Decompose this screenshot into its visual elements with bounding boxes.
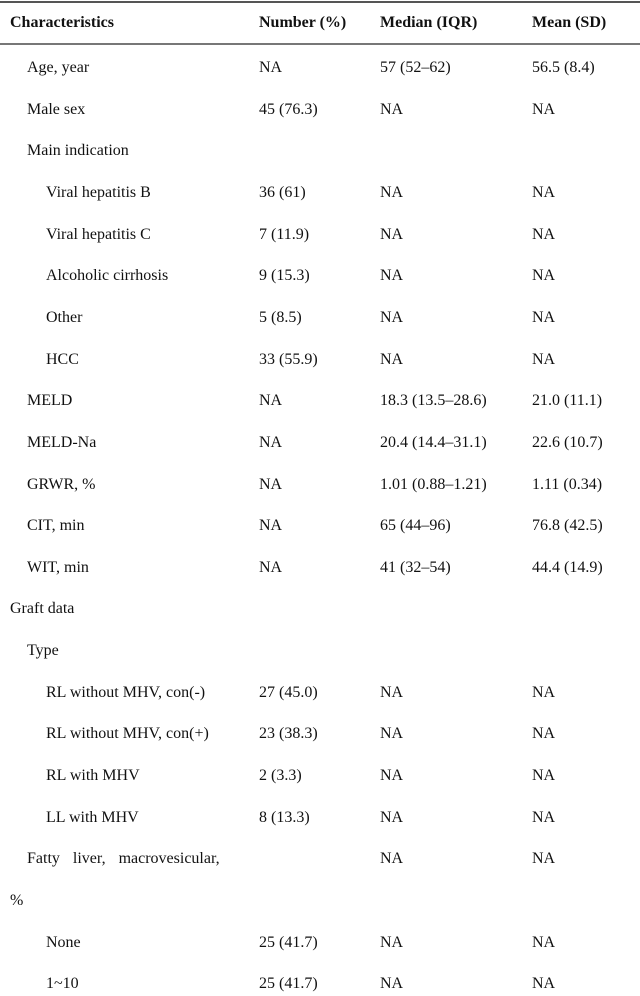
row-label: Other: [46, 308, 83, 326]
row-label: RL with MHV: [46, 767, 140, 785]
row-number: NA: [259, 475, 283, 493]
row-number: 23 (38.3): [259, 725, 318, 743]
row-mean: 76.8 (42.5): [532, 517, 603, 535]
row-mean: NA: [532, 725, 556, 743]
table-row: [0, 431, 640, 455]
row-mean: 44.4 (14.9): [532, 558, 603, 576]
row-number: 25 (41.7): [259, 975, 318, 993]
row-number: 9 (15.3): [259, 267, 310, 285]
header-characteristics: Characteristics: [10, 14, 114, 31]
row-mean: NA: [532, 225, 556, 243]
table-row: [0, 264, 640, 288]
row-label: None: [46, 933, 81, 951]
row-number: NA: [259, 59, 283, 76]
row-number: 8 (13.3): [259, 808, 310, 826]
row-label: HCC: [46, 350, 79, 368]
row-median: NA: [380, 725, 404, 743]
row-label: WIT, min: [27, 558, 89, 576]
row-label: Male sex: [27, 100, 86, 118]
table-row: [0, 722, 640, 746]
row-median: 1.01 (0.88–1.21): [380, 475, 487, 493]
row-label: Alcoholic cirrhosis: [46, 267, 169, 285]
row-median: NA: [380, 183, 404, 201]
row-median: NA: [380, 808, 404, 826]
row-number: 33 (55.9): [259, 350, 318, 368]
row-label: 1~10: [46, 975, 79, 993]
row-median: NA: [380, 308, 404, 326]
row-mean: 21.0 (11.1): [532, 392, 603, 410]
row-label: Age, year: [27, 59, 90, 76]
table-row: [0, 597, 640, 621]
row-mean: 22.6 (10.7): [532, 433, 603, 451]
table-row: [0, 56, 640, 80]
row-mean: NA: [532, 350, 556, 368]
row-mean: NA: [532, 808, 556, 826]
row-label: Graft data: [10, 600, 75, 618]
table-row: [0, 389, 640, 413]
table-row: [0, 223, 640, 247]
header-median: Median (IQR): [380, 14, 478, 31]
row-median: NA: [380, 850, 404, 868]
row-number: NA: [259, 433, 283, 451]
header-number: Number (%): [259, 14, 347, 31]
row-mean: NA: [532, 683, 556, 701]
table-row: [0, 764, 640, 788]
row-label: Fatty liver, macrovesicular,: [27, 850, 220, 868]
row-median: NA: [380, 767, 404, 785]
row-number: NA: [259, 558, 283, 576]
row-mean: NA: [532, 183, 556, 201]
table-row: [0, 931, 640, 955]
row-median: NA: [380, 267, 404, 285]
header-mean: Mean (SD): [532, 14, 607, 31]
table-row: [0, 473, 640, 497]
row-median: 41 (32–54): [380, 558, 451, 576]
row-label: Type: [27, 642, 59, 660]
row-mean: NA: [532, 308, 556, 326]
table-row: [0, 639, 640, 663]
row-median: NA: [380, 975, 404, 993]
row-median: NA: [380, 225, 404, 243]
table-row: [0, 681, 640, 705]
row-mean: NA: [532, 933, 556, 951]
row-median: NA: [380, 100, 404, 118]
row-label: RL without MHV, con(-): [46, 683, 206, 701]
row-median: NA: [380, 933, 404, 951]
row-median: 57 (52–62): [380, 59, 451, 76]
row-number: 25 (41.7): [259, 933, 318, 951]
table-row: [0, 806, 640, 830]
table-row: [0, 972, 640, 996]
row-label: Viral hepatitis B: [46, 183, 151, 201]
row-median: 20.4 (14.4–31.1): [380, 433, 487, 451]
table-row: [0, 306, 640, 330]
table-row: [0, 181, 640, 205]
row-number: 27 (45.0): [259, 683, 318, 701]
row-label: Main indication: [27, 142, 129, 160]
row-label: MELD: [27, 392, 73, 410]
row-mean: NA: [532, 975, 556, 993]
table-header-rule: [0, 43, 640, 45]
row-number: NA: [259, 517, 283, 535]
row-number: 36 (61): [259, 183, 306, 201]
row-median: NA: [380, 683, 404, 701]
row-number: 5 (8.5): [259, 308, 302, 326]
table-row: [0, 889, 640, 913]
table-row: [0, 556, 640, 580]
row-number: 7 (11.9): [259, 225, 310, 243]
table-row: [0, 847, 640, 871]
table-row: [0, 514, 640, 538]
row-median: 18.3 (13.5–28.6): [380, 392, 487, 410]
row-number: 45 (76.3): [259, 100, 318, 118]
table-row: [0, 348, 640, 372]
table-row: [0, 139, 640, 163]
row-mean: NA: [532, 100, 556, 118]
row-mean: NA: [532, 850, 556, 868]
table-row: [0, 98, 640, 122]
row-number: 2 (3.3): [259, 767, 302, 785]
row-label: LL with MHV: [46, 808, 139, 826]
row-label: CIT, min: [27, 517, 85, 535]
row-mean: 1.11 (0.34): [532, 475, 603, 493]
row-number: NA: [259, 392, 283, 410]
row-label: %: [10, 892, 24, 909]
row-label: MELD-Na: [27, 433, 97, 451]
row-label: GRWR, %: [27, 475, 96, 493]
table-top-rule: [0, 1, 640, 3]
row-median: 65 (44–96): [380, 517, 451, 535]
row-mean: 56.5 (8.4): [532, 59, 595, 76]
row-median: NA: [380, 350, 404, 368]
table-header-row: [0, 11, 640, 35]
row-label: RL without MHV, con(+): [46, 725, 209, 743]
row-label: Viral hepatitis C: [46, 225, 151, 243]
row-mean: NA: [532, 267, 556, 285]
row-mean: NA: [532, 767, 556, 785]
